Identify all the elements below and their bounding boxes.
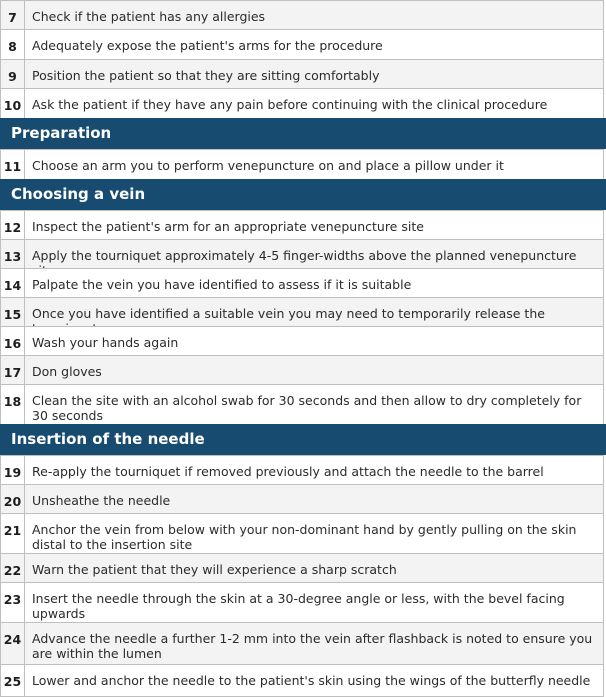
step-number: 14 (1, 269, 25, 297)
step-number: 13 (1, 240, 25, 268)
step-row (0, 239, 604, 268)
step-text: Clean the site with an alcohol swab for 30 seconds and then allow to dry completely for 30 seconds (32, 393, 582, 423)
step-text: Inspect the patient's arm for an appropriate venepuncture site (32, 219, 424, 234)
step-number: 22 (1, 554, 25, 582)
step-number: 23 (1, 583, 25, 622)
step-number: 21 (1, 514, 25, 553)
step-text: Lower and anchor the needle to the patient's skin using the wings of the butterfly needle (32, 673, 591, 688)
step-row (0, 664, 604, 697)
step-text: Anchor the vein from below with your non-dominant hand by gently pulling on the skin distal to the insertion site (32, 522, 577, 552)
step-row (0, 88, 604, 118)
step-number: 12 (1, 211, 25, 239)
step-row (0, 582, 604, 622)
step-row (0, 297, 604, 326)
step-text: Don gloves (32, 364, 102, 379)
step-number: 11 (1, 150, 25, 179)
step-row (0, 326, 604, 355)
step-number: 18 (1, 385, 25, 424)
step-text: Choose an arm you to perform venepuncture on and place a pillow under it (32, 158, 504, 173)
section-header-insertion: Insertion of the needle (0, 424, 606, 455)
step-text: Adequately expose the patient's arms for the procedure (32, 38, 383, 53)
step-text: Check if the patient has any allergies (32, 9, 266, 24)
step-row (0, 622, 604, 664)
section-header-choosing-vein: Choosing a vein (0, 179, 606, 210)
step-row (0, 553, 604, 582)
step-row (0, 484, 604, 513)
section-header-preparation: Preparation (0, 118, 606, 149)
step-number: 8 (1, 30, 25, 59)
step-number: 24 (1, 623, 25, 664)
step-number: 7 (1, 1, 25, 29)
step-number: 15 (1, 298, 25, 326)
step-text: Advance the needle a further 1-2 mm into the vein after flashback is noted to ensure you are within the lumen (32, 631, 593, 661)
step-text: Palpate the vein you have identified to assess if it is suitable (32, 277, 412, 292)
step-text: Position the patient so that they are sitting comfortably (32, 68, 380, 83)
step-number: 16 (1, 327, 25, 355)
step-text: Re-apply the tourniquet if removed previously and attach the needle to the barrel (32, 464, 544, 479)
step-row (0, 210, 604, 239)
step-number: 19 (1, 456, 25, 484)
step-number: 17 (1, 356, 25, 384)
step-row (0, 384, 604, 424)
step-row (0, 29, 604, 59)
step-row (0, 513, 604, 553)
step-row (0, 0, 604, 29)
step-row (0, 59, 604, 88)
step-row (0, 149, 604, 179)
step-text: Ask the patient if they have any pain before continuing with the clinical procedure (32, 97, 548, 112)
step-text: Warn the patient that they will experience a sharp scratch (32, 562, 397, 577)
step-number: 9 (1, 60, 25, 88)
step-text: Once you have identified a suitable vein you may need to temporarily release the (32, 306, 545, 321)
step-number: 10 (1, 89, 25, 118)
step-row (0, 455, 604, 484)
step-text: Apply the tourniquet approximately 4-5 finger-widths above the planned venepuncture (32, 248, 577, 263)
step-text: Wash your hands again (32, 335, 179, 350)
step-text: Insert the needle through the skin at a 30-degree angle or less, with the bevel facing upwards (32, 591, 565, 621)
step-text: Unsheathe the needle (32, 493, 171, 508)
step-row (0, 355, 604, 384)
step-number: 25 (1, 665, 25, 696)
step-number: 20 (1, 485, 25, 513)
step-row (0, 268, 604, 297)
